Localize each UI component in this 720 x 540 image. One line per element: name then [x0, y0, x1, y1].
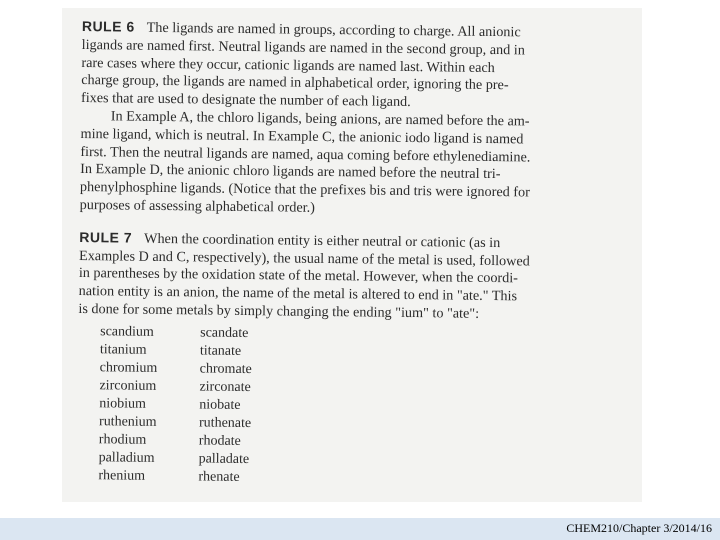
metal-name: niobium [99, 395, 147, 412]
metal-name-table [98, 323, 626, 491]
rule6-line: rare cases where they occur, cationic ligands are named last. Within each [81, 54, 495, 76]
rule6-para2-line: first. Then the neutral ligands are named, aqua coming before ethylenediamine. [80, 143, 531, 166]
rule6-line: charge group, the ligands are named in alphabetical order, ignoring the pre- [81, 72, 509, 94]
metal-name: palladium [98, 449, 155, 466]
rule7-line: in parentheses by the oxidation state of the metal. However, when the coordi- [78, 265, 519, 287]
metal-name: titanium [99, 341, 147, 358]
rule7-line: is done for some metals by simply changing the ending "ium" to "ate": [78, 300, 480, 322]
rule6-heading: RULE 6 [81, 18, 135, 35]
ate-name: zirconate [199, 379, 251, 395]
ate-name: palladate [198, 451, 250, 467]
footer-text: CHEM210/Chapter 3/2014/16 [566, 521, 712, 535]
page-text [76, 18, 630, 491]
ate-name: ruthenate [198, 415, 252, 431]
ate-name: titanate [199, 343, 242, 359]
ate-name: scandate [200, 325, 249, 341]
rule7-line: Examples D and C, respectively), the usual name of the metal is used, followed [78, 247, 530, 270]
rule7-text: When the coordination entity is either neutral or cationic (as in [144, 230, 501, 251]
rule6-text: The ligands are named in groups, according to charge. All anionic [146, 19, 521, 41]
ate-name: niobate [199, 397, 241, 413]
slide-footer-bar [0, 518, 720, 540]
ate-name: rhodate [198, 433, 241, 449]
rule6-para2-line: In Example A, the chloro ligands, being anions, are named before the am- [110, 108, 530, 130]
metal-name: rhodium [98, 431, 147, 448]
rule6-para2-line: phenylphosphine ligands. (Notice that the prefixes bis and tris were ignored for [79, 179, 530, 201]
ate-name: chromate [199, 361, 252, 377]
metal-name: zirconium [99, 377, 157, 394]
rule6-para2-line: In Example D, the anionic chloro ligands are named before the neutral tri- [80, 161, 501, 183]
metal-name: ruthenium [98, 413, 157, 430]
rule7-heading: RULE 7 [79, 228, 133, 246]
rule6-para2-line: purposes of assessing alphabetical order.) [79, 196, 316, 216]
metal-name: chromium [99, 359, 158, 376]
metal-name: scandium [100, 323, 154, 340]
rule6-line: fixes that are used to designate the number of each ligand. [80, 90, 411, 111]
rule6-line: ligands are named first. Neutral ligands are named in the second group, and in [81, 36, 525, 59]
rule7-line: nation entity is an anion, the name of the metal is altered to end in "ate." This [78, 283, 518, 305]
metal-name: rhenium [98, 467, 146, 484]
rule6-para2-line: mine ligand, which is neutral. In Example C, the anionic iodo ligand is named [80, 125, 524, 148]
scanned-page [62, 8, 642, 502]
ate-name: rhenate [198, 469, 240, 485]
